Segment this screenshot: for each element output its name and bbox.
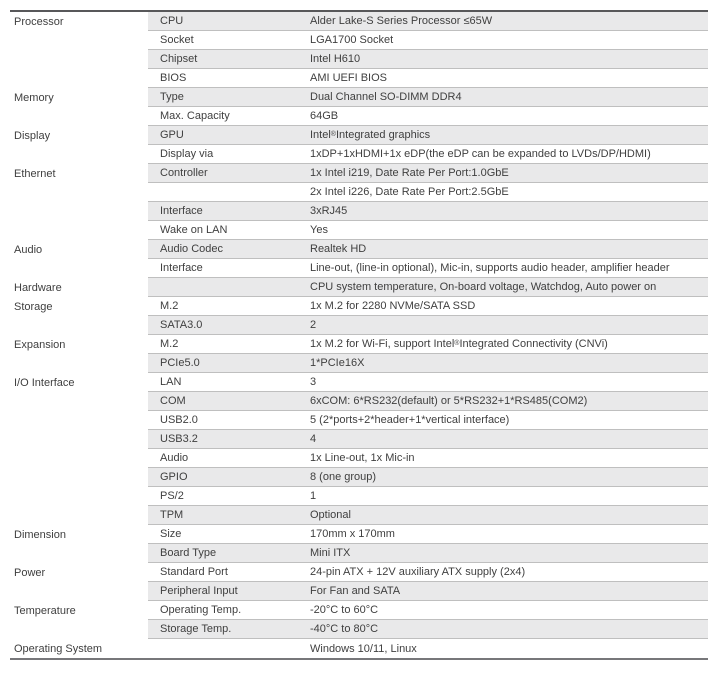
row-value: 2x Intel i226, Date Rate Per Port:2.5GbE (310, 186, 509, 198)
row-body (148, 430, 708, 449)
row-category: Memory (14, 91, 54, 104)
table-row (10, 316, 708, 335)
row-label: GPIO (160, 471, 188, 483)
row-category: Power (14, 566, 46, 579)
row-category (10, 544, 148, 563)
row-value: 2 (310, 319, 317, 331)
row-body (148, 525, 708, 544)
row-label: Socket (160, 34, 194, 46)
row-body (148, 145, 708, 164)
table-row (10, 354, 708, 373)
row-category (10, 221, 148, 240)
row-value: 1x Intel i219, Date Rate Per Port:1.0GbE (310, 167, 509, 179)
row-category: Display (14, 129, 51, 142)
row-label: BIOS (160, 72, 187, 84)
row-category (10, 259, 148, 278)
row-value: Mini ITX (310, 547, 351, 559)
row-value: 5 (2*ports+2*header+1*vertical interface) (310, 414, 510, 426)
row-label: SATA3.0 (160, 319, 203, 331)
row-label: Display via (160, 148, 214, 160)
table-row (10, 259, 708, 278)
row-label: Max. Capacity (160, 110, 230, 122)
row-label: Storage Temp. (160, 623, 232, 635)
table-row (10, 487, 708, 506)
row-label: Operating Temp. (160, 604, 242, 616)
spec-table (10, 10, 708, 660)
row-body (148, 164, 708, 183)
row-body (148, 582, 708, 601)
row-category: I/O Interface (14, 376, 75, 389)
table-row (10, 183, 708, 202)
row-value: Alder Lake-S Series Processor ≤65W (310, 15, 493, 27)
row-label: Controller (160, 167, 208, 179)
row-value: AMI UEFI BIOS (310, 72, 388, 84)
table-row (10, 240, 708, 259)
row-label: PS/2 (160, 490, 184, 502)
table-row (10, 449, 708, 468)
row-category (10, 69, 148, 88)
row-category: Processor (14, 15, 64, 28)
row-label: Peripheral Input (160, 585, 238, 597)
row-category: Ethernet (14, 167, 56, 180)
row-category: Operating System (14, 642, 103, 655)
row-value: CPU system temperature, On-board voltage, Watchdog, Auto power on (310, 281, 657, 293)
row-body (148, 259, 708, 278)
table-row (10, 69, 708, 88)
row-body (148, 335, 708, 354)
row-label (148, 278, 310, 296)
table-row (10, 107, 708, 126)
table-row (10, 88, 708, 107)
table-row (10, 411, 708, 430)
row-category: Dimension (14, 528, 66, 541)
row-category (10, 31, 148, 50)
row-body (148, 468, 708, 487)
row-body (148, 563, 708, 582)
row-value: 1*PCIe16X (310, 357, 365, 369)
table-row (10, 620, 708, 639)
row-label: Standard Port (160, 566, 228, 578)
row-body (148, 354, 708, 373)
row-label: USB2.0 (160, 414, 198, 426)
row-label: M.2 (160, 338, 179, 350)
row-value: 1xDP+1xHDMI+1x eDP(the eDP can be expanded to LVDs/DP/HDMI) (310, 148, 651, 160)
row-value: 3 (310, 376, 317, 388)
row-category (10, 620, 148, 639)
row-body (148, 506, 708, 525)
row-body (148, 50, 708, 69)
row-label: Audio (160, 452, 189, 464)
row-category (10, 183, 148, 202)
table-row (10, 12, 708, 31)
table-row (10, 126, 708, 145)
row-body (148, 639, 708, 658)
table-row (10, 582, 708, 601)
row-value: Realtek HD (310, 243, 367, 255)
row-label (148, 639, 310, 658)
row-body (148, 31, 708, 50)
row-body (148, 316, 708, 335)
row-body (148, 297, 708, 316)
row-label: GPU (160, 129, 184, 141)
row-value: 6xCOM: 6*RS232(default) or 5*RS232+1*RS485(COM2) (310, 395, 588, 407)
row-value: 1x M.2 for 2280 NVMe/SATA SSD (310, 300, 476, 312)
row-value: 4 (310, 433, 317, 445)
table-row (10, 563, 708, 582)
row-category (10, 506, 148, 525)
row-category: Hardware (14, 281, 62, 294)
row-label: PCIe5.0 (160, 357, 200, 369)
row-label: LAN (160, 376, 182, 388)
table-row (10, 373, 708, 392)
row-value: -20°C to 60°C (310, 604, 379, 616)
table-row (10, 297, 708, 316)
row-value: 8 (one group) (310, 471, 377, 483)
row-label: Board Type (160, 547, 217, 559)
row-value: 1x M.2 for Wi-Fi, support Intel ® Integrated Connectivity (CNVi) (310, 338, 608, 350)
row-label: CPU (160, 15, 184, 27)
row-value: 64GB (310, 110, 339, 122)
row-value: Intel H610 (310, 53, 361, 65)
row-label: Interface (160, 205, 203, 217)
row-body (148, 88, 708, 107)
row-category (10, 202, 148, 221)
row-category (10, 107, 148, 126)
table-row (10, 601, 708, 620)
table-row (10, 221, 708, 240)
row-category: Temperature (14, 604, 76, 617)
row-value: -40°C to 80°C (310, 623, 379, 635)
row-value: Yes (310, 224, 328, 236)
row-value: Intel ® Integrated graphics (310, 129, 431, 141)
row-label: Wake on LAN (160, 224, 228, 236)
row-label: Type (160, 91, 184, 103)
table-row (10, 430, 708, 449)
table-row (10, 506, 708, 525)
row-body (148, 202, 708, 221)
row-body (148, 107, 708, 126)
row-value: 24-pin ATX + 12V auxiliary ATX supply (2x4) (310, 566, 526, 578)
row-value: Line-out, (line-in optional), Mic-in, supports audio header, amplifier header (310, 262, 670, 274)
row-category: Audio (14, 243, 43, 256)
row-label: Interface (160, 262, 203, 274)
row-value: LGA1700 Socket (310, 34, 394, 46)
row-label: USB3.2 (160, 433, 198, 445)
row-body (148, 411, 708, 430)
row-label: Audio Codec (160, 243, 223, 255)
row-label: Chipset (160, 53, 198, 65)
row-value: 1 (310, 490, 317, 502)
table-row (10, 202, 708, 221)
row-category (10, 582, 148, 601)
row-label: M.2 (160, 300, 179, 312)
row-category (10, 354, 148, 373)
row-category (10, 316, 148, 335)
row-label: COM (160, 395, 186, 407)
table-row (10, 31, 708, 50)
table-row (10, 335, 708, 354)
row-category (10, 50, 148, 69)
row-category (10, 430, 148, 449)
table-row (10, 278, 708, 297)
row-body (148, 373, 708, 392)
row-body (148, 126, 708, 145)
row-body (148, 69, 708, 88)
row-category (10, 411, 148, 430)
row-value: Optional (310, 509, 351, 521)
row-label (148, 183, 310, 201)
row-body (148, 544, 708, 563)
table-row (10, 392, 708, 411)
row-body (148, 278, 708, 297)
row-body (148, 240, 708, 259)
row-label: Size (160, 528, 182, 540)
row-value: Windows 10/11, Linux (310, 642, 417, 655)
row-body (148, 449, 708, 468)
row-value: 170mm x 170mm (310, 528, 395, 540)
row-body (148, 221, 708, 240)
row-value: 1x Line-out, 1x Mic-in (310, 452, 415, 464)
row-body (148, 487, 708, 506)
table-row (10, 164, 708, 183)
table-row (10, 544, 708, 563)
table-row (10, 468, 708, 487)
row-body (148, 392, 708, 411)
row-category (10, 468, 148, 487)
row-category (10, 392, 148, 411)
row-category: Storage (14, 300, 53, 313)
row-value: Dual Channel SO-DIMM DDR4 (310, 91, 462, 103)
table-row (10, 525, 708, 544)
row-category (10, 487, 148, 506)
row-value: For Fan and SATA (310, 585, 401, 597)
row-category: Expansion (14, 338, 66, 351)
row-body (148, 12, 708, 31)
table-row (10, 50, 708, 69)
row-label: TPM (160, 509, 184, 521)
row-body (148, 601, 708, 620)
row-body (148, 620, 708, 639)
table-row (10, 145, 708, 164)
row-body (148, 183, 708, 202)
table-row (10, 639, 708, 658)
row-category (10, 449, 148, 468)
row-value: 3xRJ45 (310, 205, 348, 217)
row-category (10, 145, 148, 164)
